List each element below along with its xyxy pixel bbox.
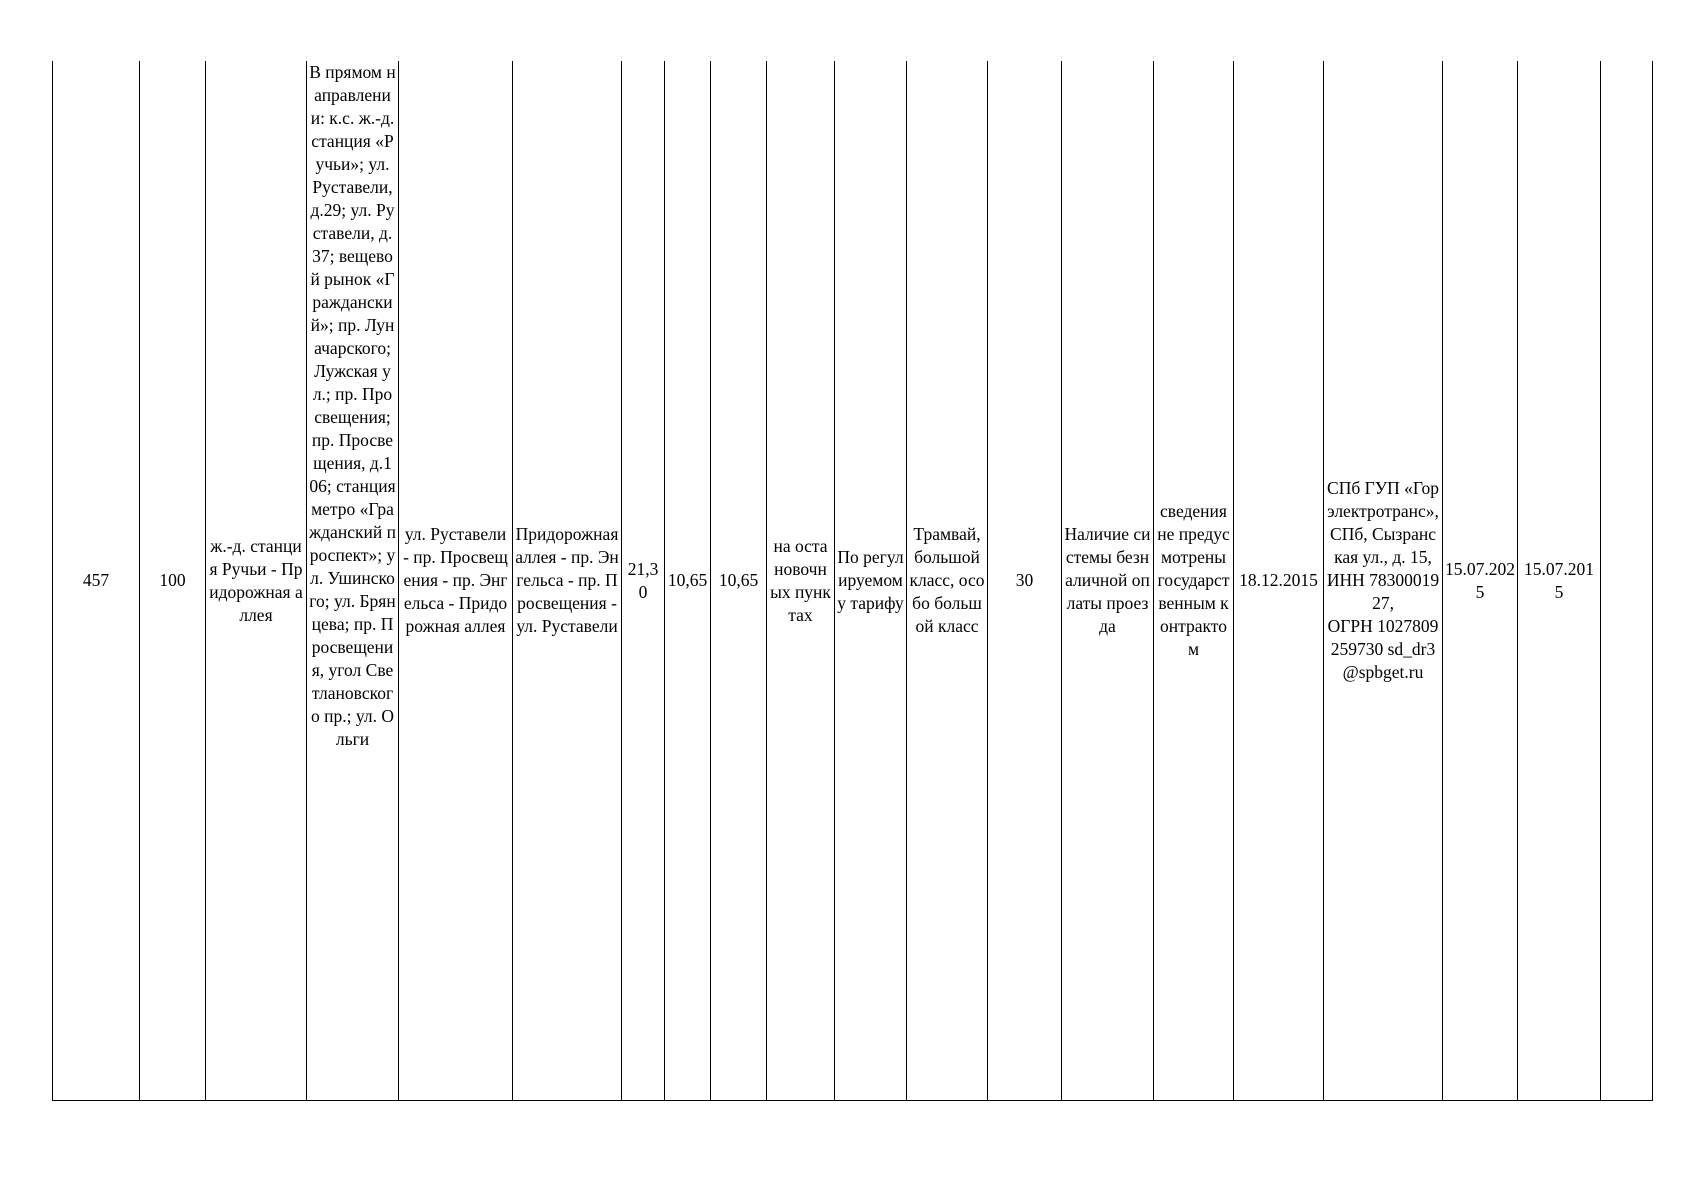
cell-tariff: По регулируемому тарифу — [835, 61, 907, 1101]
cell-extra — [1601, 61, 1653, 1101]
cell-length-backward: 10,65 — [711, 61, 767, 1101]
cell-date-1: 15.07.2025 — [1443, 61, 1518, 1101]
cell-start-date: 18.12.2015 — [1234, 61, 1324, 1101]
cell-streets-forward: ул. Руставели - пр. Просвещения - пр. Энгельса - Придорожная аллея — [399, 61, 513, 1101]
cell-stops: В прямом направлении: к.с. ж.-д. станция «Ручьи»; ул. Руставели, д.29; ул. Руставели, д.37; вещевой рынок «Гражданский»; пр. Луначарского; Лужская ул.; пр. Просвещения; пр. Просвещения, д.106; станция метро «Гражданский проспект»; ул. Ушинского; ул. Брянцева; пр. Просвещения, угол Светлановского пр.; ул. Ольги — [307, 61, 399, 1101]
cell-vehicle-type: Трамвай, большой класс, особо большой класс — [907, 61, 988, 1101]
cell-length-total: 21,30 — [622, 61, 665, 1101]
cell-streets-backward: Придорожная аллея - пр. Энгельса - пр. Просвещения - ул. Руставели — [513, 61, 622, 1101]
cell-payment: Наличие системы безналичной оплаты проезда — [1062, 61, 1154, 1101]
cell-date-2: 15.07.2015 — [1518, 61, 1601, 1101]
cell-reg-number: 457 — [53, 61, 140, 1101]
table-row — [53, 61, 1653, 1101]
cell-contract: сведения не предусмотрены государственным контрактом — [1154, 61, 1234, 1101]
cell-boarding-order: на остановочных пунктах — [767, 61, 835, 1101]
cell-vehicle-count: 30 — [988, 61, 1062, 1101]
cell-route-number: 100 — [140, 61, 206, 1101]
cell-length-forward: 10,65 — [665, 61, 711, 1101]
cell-route-name: ж.-д. станция Ручьи - Придорожная аллея — [206, 61, 307, 1101]
route-registry-table — [52, 61, 1653, 1101]
cell-carrier: СПб ГУП «Горэлектротранс», СПб, Сызранская ул., д. 15, ИНН 7830001927, ОГРН 1027809259730 sd_dr3@spbget.ru — [1324, 61, 1443, 1101]
